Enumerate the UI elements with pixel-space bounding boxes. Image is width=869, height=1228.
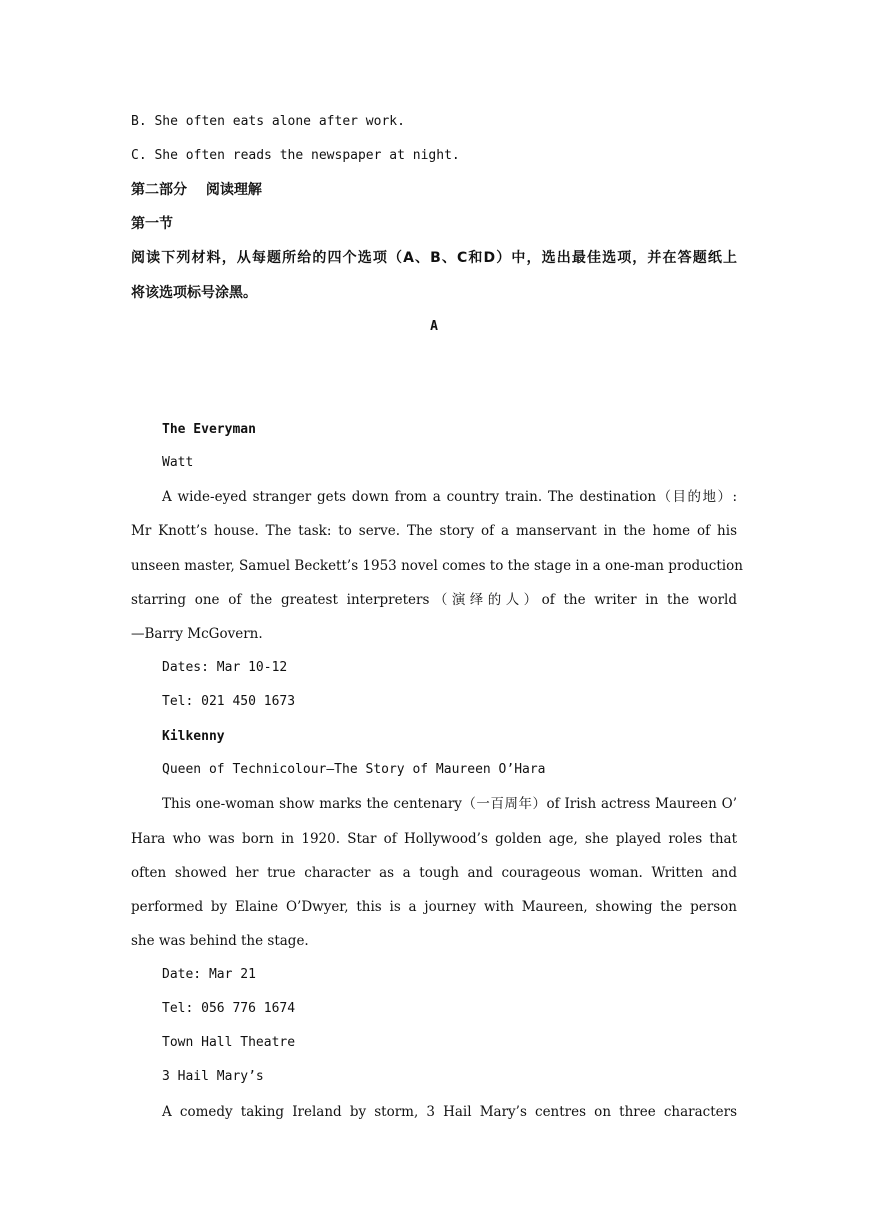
venue-town-hall: Town Hall Theatre xyxy=(162,1035,296,1050)
show-title-watt: Watt xyxy=(162,455,194,470)
paragraph-line: A wide-eyed stranger gets down from a country train. The destination（目的地）: xyxy=(162,489,737,505)
show-title-hail-marys: 3 Hail Mary’s xyxy=(162,1069,264,1084)
show-date: Date: Mar 21 xyxy=(162,967,256,982)
passage-letter: A xyxy=(430,319,438,334)
show-title-queen: Queen of Technicolour—The Story of Maureen O’Hara xyxy=(162,762,546,777)
paragraph-line: Hara who was born in 1920. Star of Hollywood’s golden age, she played roles that xyxy=(131,831,737,847)
venue-kilkenny: Kilkenny xyxy=(162,729,225,744)
instruction-line-2: 将该选项标号涂黑。 xyxy=(131,285,257,301)
paragraph-line: —Barry McGovern. xyxy=(131,626,263,642)
paragraph-line: performed by Elaine O’Dwyer, this is a journey with Maureen, showing the person xyxy=(131,899,737,915)
show-tel: Tel: 021 450 1673 xyxy=(162,694,296,709)
section-heading: 第一节 xyxy=(131,216,173,232)
paragraph-line: she was behind the stage. xyxy=(131,933,309,949)
paragraph-line: unseen master, Samuel Beckett’s 1953 novel comes to the stage in a one-man production xyxy=(131,558,743,574)
option-b: B. She often eats alone after work. xyxy=(131,114,405,129)
show-tel: Tel: 056 776 1674 xyxy=(162,1001,296,1016)
show-dates: Dates: Mar 10-12 xyxy=(162,660,288,675)
part-heading: 第二部分 阅读理解 xyxy=(131,182,262,198)
instruction-line-1: 阅读下列材料，从每题所给的四个选项（A、B、C和D）中，选出最佳选项，并在答题纸上 xyxy=(131,250,737,266)
option-c: C. She often reads the newspaper at night. xyxy=(131,148,460,163)
paragraph-line: This one-woman show marks the centenary（一百周年）of Irish actress Maureen O’ xyxy=(162,796,737,812)
paragraph-line: Mr Knott’s house. The task: to serve. The story of a manservant in the home of his xyxy=(131,523,737,539)
paragraph-line: starring one of the greatest interpreters（演绎的人）of the writer in the world xyxy=(131,592,737,608)
venue-everyman: The Everyman xyxy=(162,422,256,437)
paragraph-line: A comedy taking Ireland by storm, 3 Hail Mary’s centres on three characters xyxy=(162,1104,737,1120)
paragraph-line: often showed her true character as a tough and courageous woman. Written and xyxy=(131,865,737,881)
